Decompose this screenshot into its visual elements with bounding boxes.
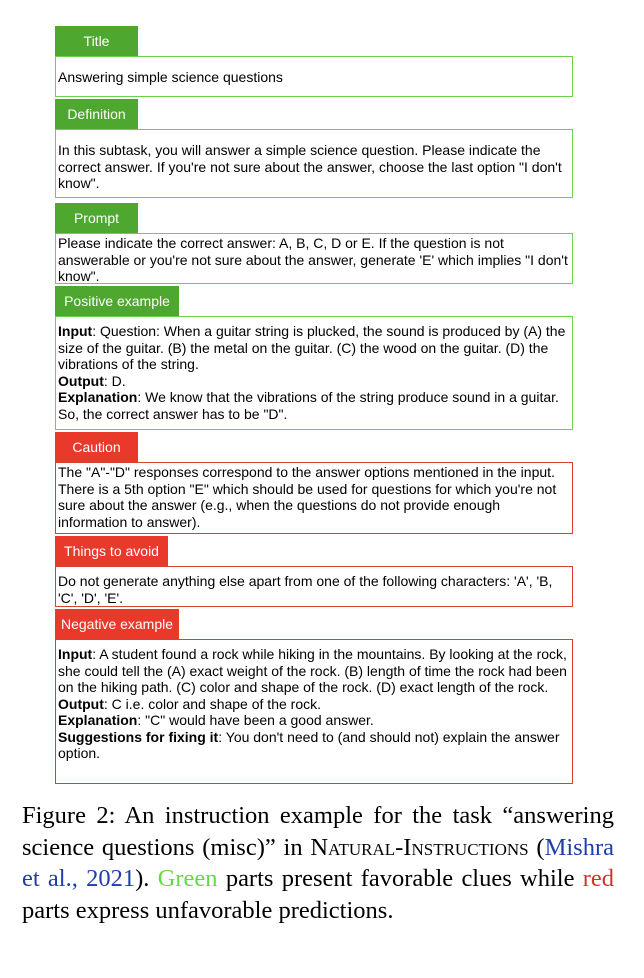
definition-label: Definition [55,99,138,129]
dataset-name: Natural-Instructions [310,833,529,861]
negative-output-label: Output [58,695,104,712]
negative-explanation-text: : "C" would have been a good answer. [137,712,374,728]
title-label: Title [55,26,138,56]
positive-example-content [58,323,570,422]
negative-example-content [58,646,570,762]
title-text: Answering simple science questions [58,69,283,85]
positive-output-text: : D. [103,372,126,389]
things-to-avoid-label: Things to avoid [55,536,168,566]
positive-explanation-label: Explanation [58,389,138,405]
figure-label: Figure 2: [22,802,116,829]
negative-example-box [55,639,573,784]
negative-input-text: : A student found a rock while hiking in the mountains. By looking at the rock, she could tell the (A) exact weight of the rock. (B) length of time the rock had been on the hiking path. (C) color and shape of the rock. (D) exact length of the rock. [58,646,567,695]
red-word: red [582,865,615,892]
negative-suggestions-label: Suggestions for fixing it [58,728,219,745]
negative-output-text: : C i.e. color and shape of the rock. [103,695,321,712]
definition-text: In this subtask, you will answer a simple science question. Please indicate the correct answer. If you're not sure about the answer, choose the last option "I don't know". [58,142,562,191]
citation-open: ( [536,833,545,861]
title-box [55,56,573,97]
positive-output-label: Output [58,372,104,389]
citation-link[interactable]: Mishra et al., 2021 [22,833,615,892]
positive-example-label: Positive example [55,286,179,316]
negative-input-label: Input [58,646,93,662]
things-to-avoid-text: Do not generate anything else apart from one of the following characters: 'A', 'B, 'C', 'D', 'E'. [58,573,553,606]
negative-suggestions-text: : You don't need to (and should not) explain the answer option. [58,728,560,761]
positive-example-box [55,316,573,430]
negative-example-label: Negative example [55,609,179,639]
caption-text-3: parts express unfavorable predictions. [22,896,394,924]
caution-label: Caution [55,432,138,462]
negative-explanation-label: Explanation [58,712,138,728]
positive-input-label: Input [58,323,93,339]
prompt-text: Please indicate the correct answer: A, B, C, D or E. If the question is not answerable or you're not sure about the answer, generate 'E' which implies "I don't know". [58,235,568,284]
prompt-label: Prompt [55,203,138,233]
figure-caption [22,800,614,926]
positive-explanation-text: : We know that the vibrations of the string produce sound in a guitar. So, the correct answer has to be "D". [58,389,559,422]
caption-text-1: An instruction example for the task “answering science questions (misc)” in [22,802,614,861]
caution-text: The "A"-"D" responses correspond to the answer options mentioned in the input. There is a 5th option "E" which should be used for questions for which you're not sure about the answer (e.g., when the questions do not provide enough information to answer). [58,464,557,530]
caution-box [55,462,573,534]
things-to-avoid-box [55,566,573,607]
definition-box [55,129,573,198]
caption-text-2: parts present favorable clues while [225,865,575,892]
prompt-box [55,233,573,284]
green-word: Green [157,865,218,892]
citation-close: ). [135,865,150,892]
positive-input-text: : Question: When a guitar string is plucked, the sound is produced by (A) the size of the guitar. (B) the metal on the guitar. (C) the wood on the guitar. (D) the vibrations of the string. [58,323,566,372]
